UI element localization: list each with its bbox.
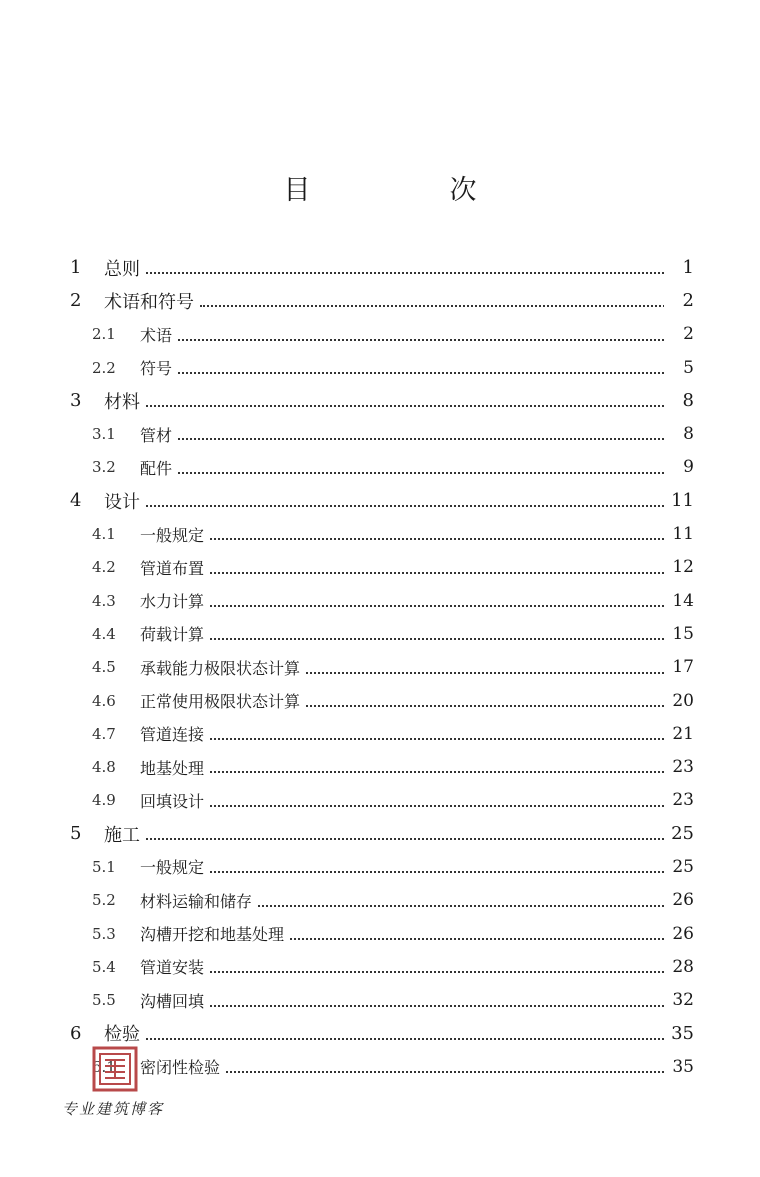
toc-entry-label: 水力计算 [140,589,210,612]
toc-entry-number: 2 [70,290,82,312]
table-of-contents [0,251,760,1083]
toc-entry-number: 4.4 [92,624,116,643]
toc-entry-number: 4.1 [92,525,116,544]
toc-entry-page: 11 [664,524,694,544]
toc-entry[interactable] [0,850,760,883]
toc-entry-number: 2.2 [92,358,116,377]
toc-entry-label: 总则 [104,255,146,281]
toc-leader-dots [210,603,668,607]
toc-entry-label: 密闭性检验 [140,1055,226,1078]
toc-entry-number: 3 [70,390,82,412]
toc-leader-dots [210,803,668,807]
toc-entry-page: 35 [664,1057,694,1077]
toc-entry[interactable] [0,950,760,983]
toc-entry-page: 5 [664,358,694,378]
toc-entry-number: 3.2 [92,458,116,477]
toc-entry-number: 6.1 [92,1057,116,1076]
toc-entry[interactable] [0,750,760,783]
toc-entry-page: 8 [664,390,694,411]
toc-entry-label: 沟槽开挖和地基处理 [140,922,290,945]
toc-entry[interactable] [0,384,760,417]
toc-entry-number: 4 [70,490,82,512]
toc-leader-dots [210,570,668,574]
toc-entry-page: 12 [664,557,694,577]
toc-leader-dots [258,903,668,907]
toc-leader-dots [146,1036,668,1040]
toc-entry[interactable] [0,684,760,717]
toc-entry-page: 26 [664,890,694,910]
toc-entry-label: 施工 [104,821,146,847]
toc-entry[interactable] [0,884,760,917]
toc-entry-page: 35 [664,1023,694,1044]
toc-entry[interactable] [0,817,760,850]
toc-leader-dots [178,470,668,474]
toc-entry-label: 地基处理 [140,756,210,779]
toc-entry-number: 4.8 [92,758,116,777]
toc-leader-dots [210,536,668,540]
toc-leader-dots [210,869,668,873]
toc-entry-page: 2 [664,324,694,344]
toc-entry-page: 15 [664,624,694,644]
toc-entry-page: 32 [664,990,694,1010]
toc-entry-page: 26 [664,924,694,944]
toc-entry[interactable] [0,984,760,1017]
toc-entry[interactable] [0,417,760,450]
toc-entry[interactable] [0,617,760,650]
toc-entry-label: 管道安装 [140,955,210,978]
toc-entry[interactable] [0,917,760,950]
toc-leader-dots [200,303,668,307]
watermark-text: 专业建筑博客 [62,1100,165,1118]
toc-entry-label: 回填设计 [140,789,210,812]
toc-entry-number: 1 [70,257,82,279]
toc-entry-label: 正常使用极限状态计算 [140,689,306,712]
toc-entry-number: 3.1 [92,425,116,444]
toc-entry-label: 配件 [140,456,178,479]
toc-entry-page: 20 [664,691,694,711]
page-title: 目 次 [283,175,533,206]
toc-entry-number: 4.7 [92,724,116,743]
toc-entry-label: 术语 [140,323,178,346]
toc-entry-label: 一般规定 [140,523,210,546]
toc-entry[interactable] [0,451,760,484]
toc-entry-number: 5.3 [92,924,116,943]
toc-entry-label: 符号 [140,356,178,379]
toc-leader-dots [226,1069,668,1073]
toc-entry[interactable] [0,517,760,550]
toc-leader-dots [146,503,668,507]
toc-entry[interactable] [0,551,760,584]
toc-entry-label: 管道布置 [140,556,210,579]
toc-entry[interactable] [0,584,760,617]
seal-logo-icon [92,1046,138,1092]
toc-entry-label: 沟槽回填 [140,989,210,1012]
toc-leader-dots [146,403,668,407]
toc-entry-page: 25 [664,823,694,844]
toc-leader-dots [210,969,668,973]
toc-leader-dots [178,337,668,341]
toc-entry-page: 23 [664,757,694,777]
toc-entry-label: 承载能力极限状态计算 [140,656,306,679]
toc-leader-dots [210,736,668,740]
toc-entry-number: 5.4 [92,957,116,976]
toc-entry-number: 5 [70,823,82,845]
toc-entry[interactable] [0,284,760,317]
toc-entry-label: 荷载计算 [140,622,210,645]
toc-entry-page: 11 [664,490,694,511]
toc-leader-dots [146,270,668,274]
toc-entry[interactable] [0,351,760,384]
toc-leader-dots [178,436,668,440]
toc-leader-dots [178,370,668,374]
toc-entry-page: 21 [664,724,694,744]
toc-entry-page: 9 [664,457,694,477]
toc-leader-dots [306,703,668,707]
toc-entry-label: 材料运输和储存 [140,889,258,912]
toc-entry-page: 25 [664,857,694,877]
toc-leader-dots [146,836,668,840]
toc-entry-number: 4.9 [92,791,116,810]
toc-entry-label: 设计 [104,488,146,514]
toc-entry-label: 检验 [104,1020,146,1046]
toc-entry[interactable] [0,651,760,684]
toc-entry[interactable] [0,318,760,351]
toc-entry-number: 4.3 [92,591,116,610]
toc-entry[interactable] [0,784,760,817]
toc-leader-dots [306,670,668,674]
toc-entry-label: 一般规定 [140,855,210,878]
toc-entry-number: 4.6 [92,691,116,710]
toc-entry-label: 管材 [140,423,178,446]
toc-entry-number: 2.1 [92,325,116,344]
toc-entry[interactable] [0,717,760,750]
toc-entry[interactable] [0,251,760,284]
toc-entry-number: 5.2 [92,891,116,910]
toc-entry[interactable] [0,484,760,517]
toc-entry-page: 1 [664,257,694,278]
toc-entry-page: 2 [664,290,694,311]
toc-entry-number: 5.1 [92,857,116,876]
toc-entry-page: 8 [664,424,694,444]
toc-entry-number: 6 [70,1022,82,1044]
toc-entry-number: 4.2 [92,558,116,577]
toc-entry-label: 管道连接 [140,722,210,745]
toc-entry-number: 4.5 [92,658,116,677]
toc-entry-page: 17 [664,657,694,677]
toc-entry-label: 术语和符号 [104,288,200,314]
toc-leader-dots [210,636,668,640]
toc-entry-number: 5.5 [92,991,116,1010]
toc-leader-dots [210,1003,668,1007]
toc-leader-dots [290,936,668,940]
toc-leader-dots [210,769,668,773]
toc-entry-page: 28 [664,957,694,977]
toc-entry-page: 23 [664,790,694,810]
toc-entry-label: 材料 [104,388,146,414]
toc-entry-page: 14 [664,591,694,611]
